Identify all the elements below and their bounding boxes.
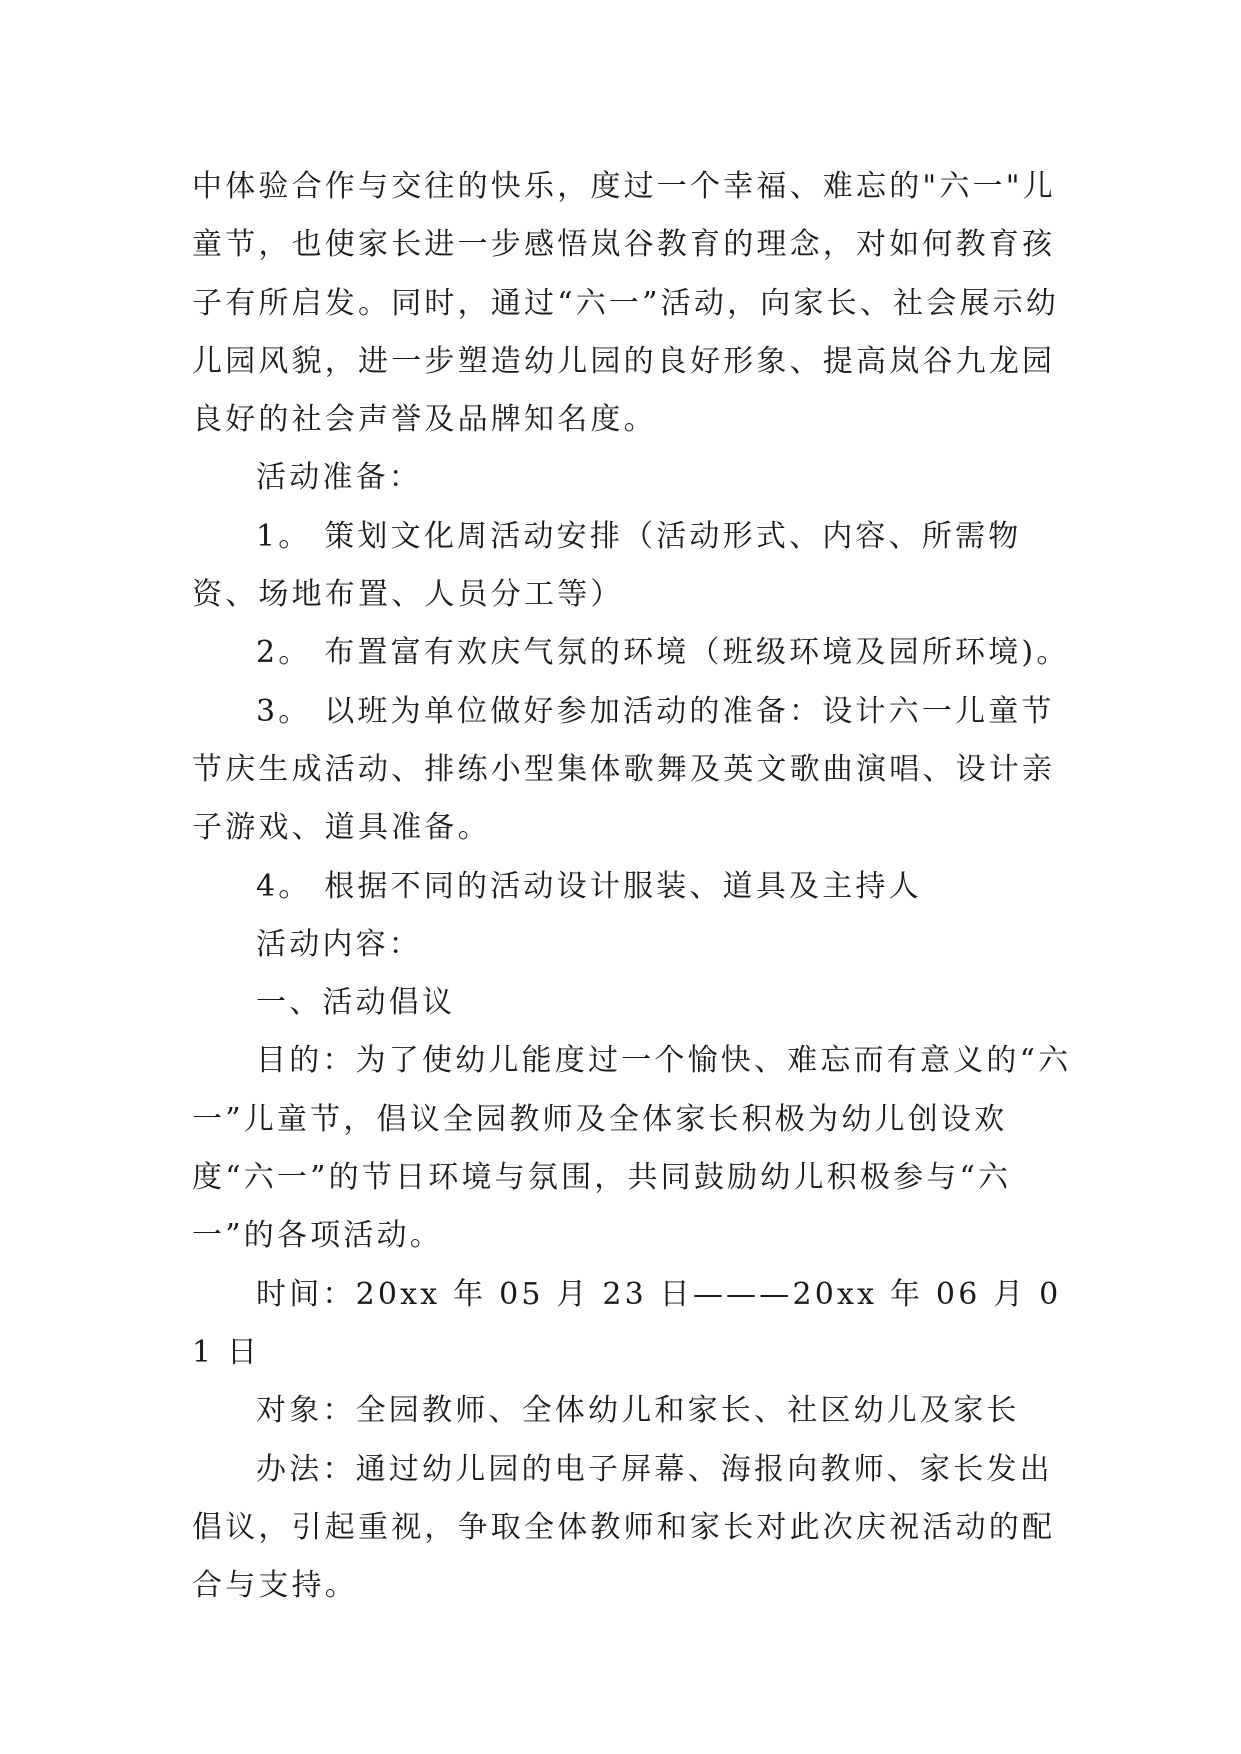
paragraph-time: 时间：20xx 年 05 月 23 日———20xx 年 06 月 01 日	[192, 1276, 1062, 1370]
document-body	[192, 158, 1072, 1615]
heading-activity-content: 活动内容：	[256, 926, 422, 962]
paragraph-purpose: 目的：为了使幼儿能度过一个愉快、难忘而有意义的“六一”儿童节，倡议全园教师及全体家长积极为幼儿创设欢度“六一”的节日环境与氛围，共同鼓励幼儿积极参与“六一”的各项活动。	[192, 1043, 1072, 1254]
list-item-preparation-3: 3。 以班为单位做好参加活动的准备：设计六一儿童节节庆生成活动、排练小型集体歌舞及英文歌曲演唱、设计亲子游戏、道具准备。	[192, 693, 1056, 846]
list-item-preparation-4: 4。 根据不同的活动设计服装、道具及主持人	[256, 868, 922, 904]
section-title-activity-initiative: 一、活动倡议	[256, 985, 456, 1021]
list-item-preparation-2: 2。 布置富有欢庆气氛的环境（班级环境及园所环境)。	[256, 635, 1070, 671]
paragraph-intro-continued: 中体验合作与交往的快乐，度过一个幸福、难忘的"六一"儿童节，也使家长进一步感悟岚谷教育的理念，对如何教育孩子有所启发。同时，通过“六一”活动，向家长、社会展示幼儿园风貌，进一步塑造幼儿园的良好形象、提高岚谷九龙园良好的社会声誉及品牌知名度。	[192, 169, 1060, 438]
paragraph-method: 办法：通过幼儿园的电子屏幕、海报向教师、家长发出倡议，引起重视，争取全体教师和家长对此次庆祝活动的配合与支持。	[192, 1451, 1056, 1604]
heading-activity-preparation: 活动准备：	[256, 460, 422, 496]
paragraph-audience: 对象：全园教师、全体幼儿和家长、社区幼儿及家长	[256, 1393, 1020, 1429]
list-item-preparation-1: 1。 策划文化周活动安排（活动形式、内容、所需物资、场地布置、人员分工等）	[192, 518, 1022, 613]
